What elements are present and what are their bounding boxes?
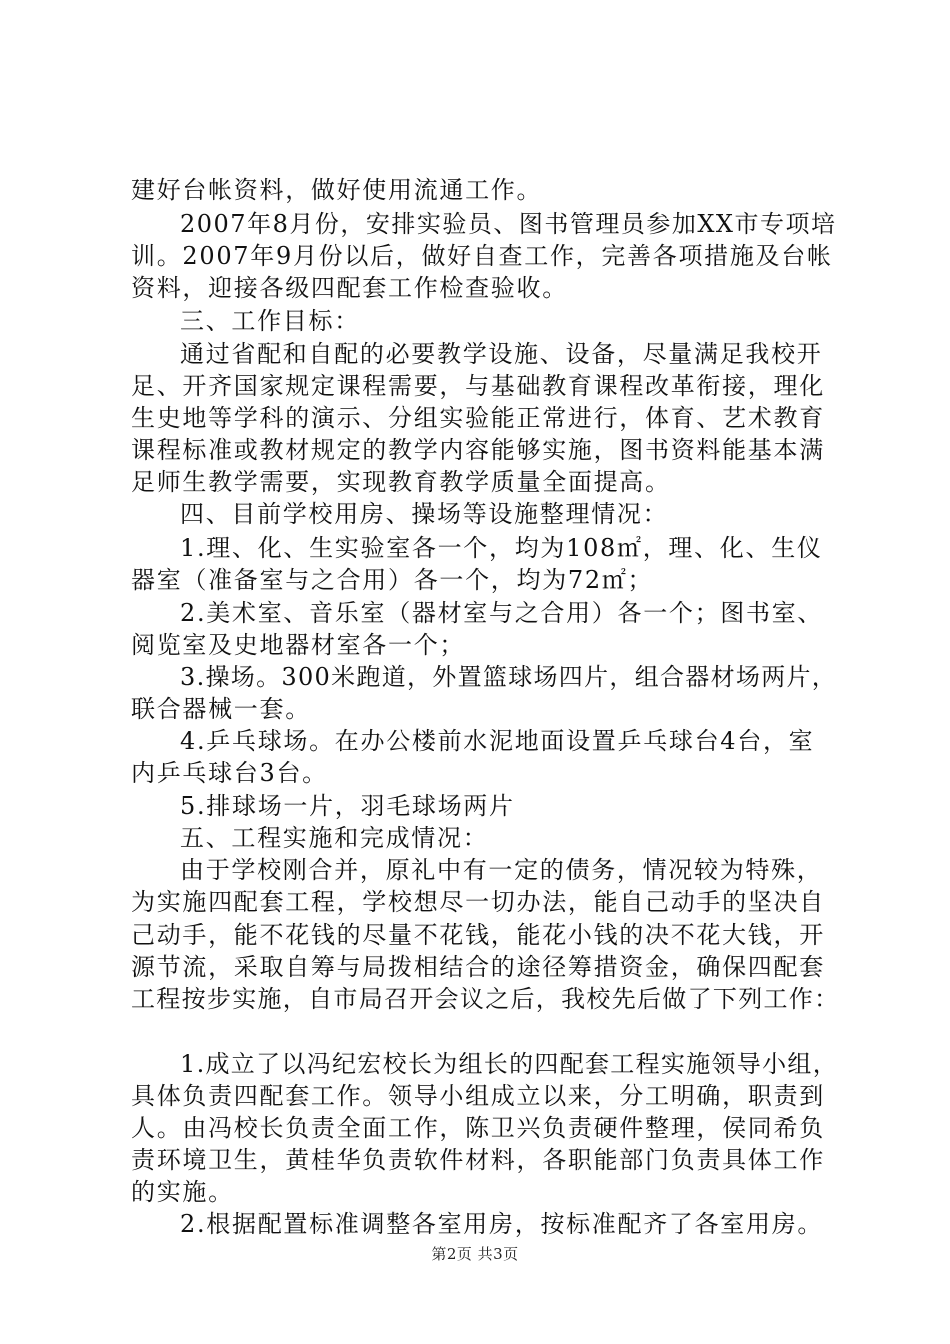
list-item-continuation: 器室（准备室与之合用）各一个，均为72㎡； (131, 566, 654, 594)
section-heading: 五、工程实施和完成情况： (180, 824, 489, 852)
list-item: 4.乒乓球场。在办公楼前水泥地面设置乒乓球台4台，室 (180, 727, 815, 755)
list-item-continuation: 的实施。 (131, 1178, 234, 1206)
list-item-continuation: 具体负责四配套工作。领导小组成立以来，分工明确，职责到 (131, 1082, 825, 1110)
list-item: 2.根据配置标准调整各室用房，按标准配齐了各室用房。 (180, 1210, 824, 1238)
paragraph-line: 2007年8月份，安排实验员、图书管理员参加XX市专项培 (180, 210, 837, 238)
paragraph-line: 足、开齐国家规定课程需要，与基础教育课程改革衔接，理化 (131, 372, 825, 400)
list-item: 1.理、化、生实验室各一个，均为108㎡，理、化、生仪 (180, 534, 823, 562)
list-item-continuation: 阅览室及史地器材室各一个； (131, 631, 466, 659)
paragraph-line: 训。2007年9月份以后，做好自查工作，完善各项措施及台帐 (131, 242, 833, 270)
paragraph-line: 建好台帐资料，做好使用流通工作。 (131, 176, 543, 204)
list-item: 1.成立了以冯纪宏校长为组长的四配套工程实施领导小组， (180, 1050, 838, 1078)
list-item: 3.操场。300米跑道，外置篮球场四片，组合器材场两片， (180, 663, 838, 691)
paragraph-line: 课程标准或教材规定的教学内容能够实施，图书资料能基本满 (131, 436, 825, 464)
paragraph-line: 为实施四配套工程，学校想尽一切办法，能自己动手的坚决自 (131, 888, 825, 916)
list-item-continuation: 联合器械一套。 (131, 695, 311, 723)
paragraph-line: 工程按步实施，自市局召开会议之后，我校先后做了下列工作： (131, 985, 840, 1013)
paragraph-line: 资料，迎接各级四配套工作检查验收。 (131, 274, 568, 302)
paragraph-line: 由于学校刚合并，原礼中有一定的债务，情况较为特殊， (180, 856, 823, 884)
list-item-continuation: 内乒乓球台3台。 (131, 759, 328, 787)
paragraph-line: 足师生教学需要，实现教育教学质量全面提高。 (131, 468, 671, 496)
section-heading: 三、工作目标： (180, 307, 360, 335)
paragraph-line: 生史地等学科的演示、分组实验能正常进行，体育、艺术教育 (131, 404, 825, 432)
section-heading: 四、目前学校用房、操场等设施整理情况： (180, 500, 669, 528)
list-item-continuation: 责环境卫生，黄桂华负责软件材料，各职能部门负责具体工作 (131, 1146, 825, 1174)
list-item: 5.排球场一片，羽毛球场两片 (180, 792, 515, 820)
page-number-footer: 第2页 共3页 (431, 1245, 519, 1263)
paragraph-line: 通过省配和自配的必要教学设施、设备，尽量满足我校开 (180, 340, 823, 368)
paragraph-line: 己动手，能不花钱的尽量不花钱，能花小钱的决不花大钱，开 (131, 921, 825, 949)
list-item-continuation: 人。由冯校长负责全面工作，陈卫兴负责硬件整理，侯同希负 (131, 1114, 825, 1142)
paragraph-line: 源节流，采取自筹与局拨相结合的途径筹措资金，确保四配套 (131, 953, 825, 981)
list-item: 2.美术室、音乐室（器材室与之合用）各一个；图书室、 (180, 599, 824, 627)
